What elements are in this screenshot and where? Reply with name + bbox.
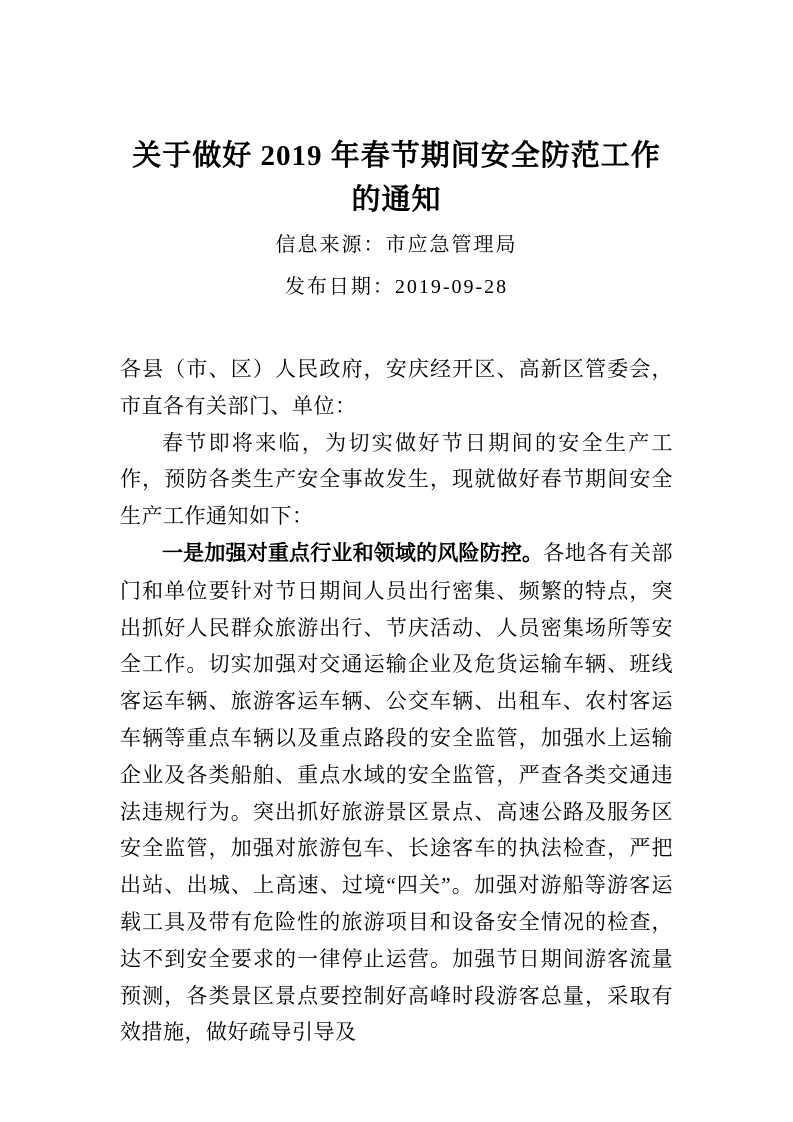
section-1-text: 各地各有关部门和单位要针对节日期间人员出行密集、频繁的特点，突出抓好人民群众旅游出行、节庆活动、人员密集场所等安全工作。切实加强对交通运输企业及危货运输车辆、班线客运车辆、旅游客运车辆、公交车辆、出租车、农村客运车辆等重点车辆以及重点路段的安全监管，加强水上运输企业及各类船舶、重点水域的安全监管，严查各类交通违法违规行为。突出抓好旅游景区景点、高速公路及服务区安全监管，加强对旅游包车、长途客车的执法检查，严把出站、出城、上高速、过境“四关”。加强对游船等游客运载工具及带有危险性的旅游项目和设备安全情况的检查，达不到安全要求的一律停止运营。加强节日期间游客流量预测，各类景区景点要控制好高峰时段游客总量，采取有效措施，做好疏导引导及 xyxy=(120,540,674,1045)
document-meta xyxy=(120,224,673,308)
document-title: 关于做好 2019 年春节期间安全防范工作的通知 xyxy=(132,140,661,216)
salutation-paragraph: 各县（市、区）人民政府，安庆经开区、高新区管委会，市直各有关部门、单位： xyxy=(120,357,673,418)
section-1-heading: 一是加强对重点行业和领域的风险防控。 xyxy=(162,541,544,565)
meta-date-value: 2019-09-28 xyxy=(394,276,509,298)
meta-date-label: 发布日期： xyxy=(284,276,395,298)
meta-source-line xyxy=(120,224,673,266)
meta-source-value: 市应急管理局 xyxy=(385,234,518,256)
document-body xyxy=(120,351,673,1051)
section-1-paragraph xyxy=(120,535,673,1051)
meta-date-line xyxy=(120,266,673,308)
intro-paragraph: 春节即将来临，为切实做好节日期间的安全生产工作，预防各类生产安全事故发生，现就做好春节期间安全生产工作通知如下： xyxy=(120,430,673,529)
meta-source-label: 信息来源： xyxy=(275,234,386,256)
